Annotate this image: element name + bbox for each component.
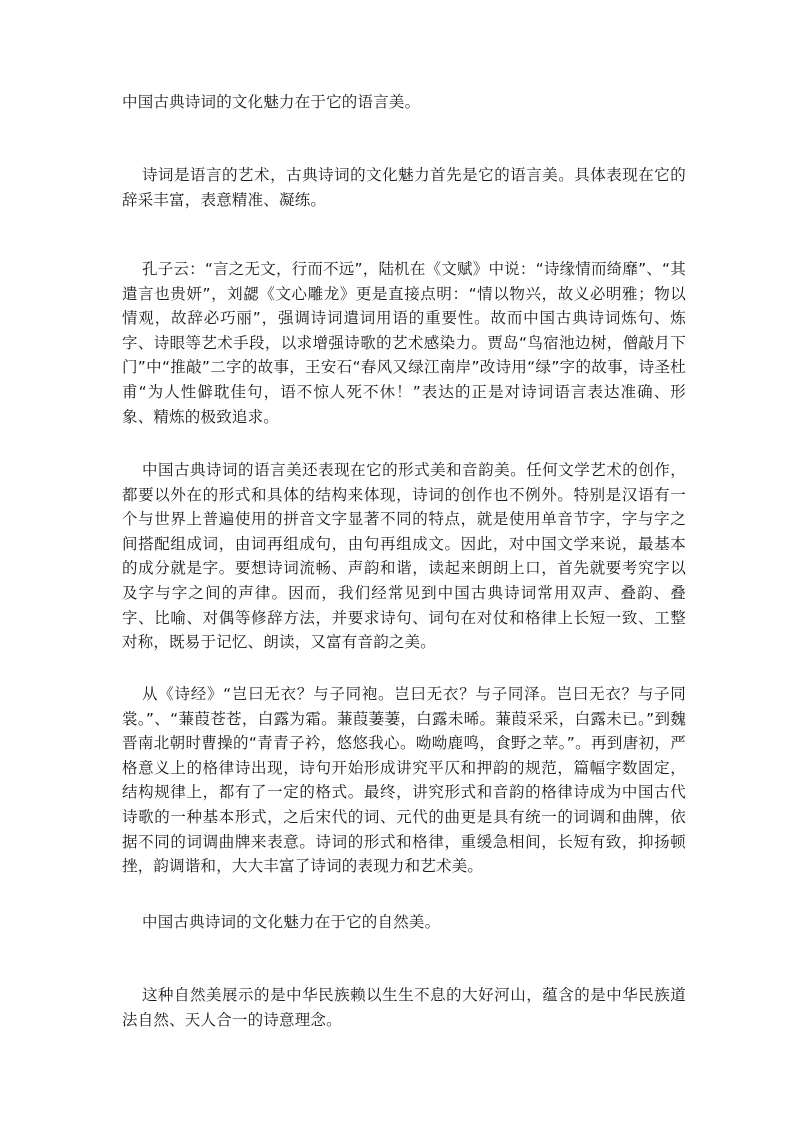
paragraph-confucius-quote: 孔子云：“言之无文，行而不远”，陆机在《文赋》中说：“诗缘情而绮靡”、“其遣言也贵妍”，刘勰《文心雕龙》更是直接点明：“情以物兴，故义必明雅；物以情观，故辞必巧丽”，强调诗词遣词用语的重要性。故而中国古典诗词炼句、炼字、诗眼等艺术手段，以求增强诗歌的艺术感染力。贾岛“鸟宿池边树，僧敲月下门”中“推敲”二字的故事，王安石“春风又绿江南岸”改诗用“绿”字的故事，诗圣杜甫“为人性僻耽佳句，语不惊人死不休！”表达的正是对诗词语言表达准确、形象、精炼的极致追求。 [122,260,686,426]
paragraph-form-and-rhyme: 中国古典诗词的语言美还表现在它的形式美和音韵美。任何文学艺术的创作，都要以外在的形式和具体的结构来体现，诗词的创作也不例外。特别是汉语有一个与世界上普遍使用的拼音文字显著不同的特点，就是使用单音节字，字与字之间搭配组成词，由词再组成句，由句再组成文。因此，对中国文学来说，最基本的成分就是字。要想诗词流畅、声韵和谐，读起来朗朗上口，首先就要考究字以及字与字之间的声律。因而，我们经常见到中国古典诗词常用双声、叠韵、叠字、比喻、对偶等修辞方法，并要求诗句、词句在对仗和格律上长短一致、工整对称，既易于记忆、朗读，又富有音韵之美。 [122,461,686,652]
paragraph-heading-language-beauty: 中国古典诗词的文化魅力在于它的语言美。 [122,93,421,111]
paragraph-language-art: 诗词是语言的艺术，古典诗词的文化魅力首先是它的语言美。具体表现在它的辞采丰富，表意精准、凝练。 [122,166,686,209]
paragraph-heading-natural-beauty: 中国古典诗词的文化魅力在于它的自然美。 [142,913,441,931]
paragraph-shijing-to-tang: 从《诗经》“岂曰无衣？与子同袍。岂曰无衣？与子同泽。岂曰无衣？与子同裳。”、“蒹葭苍苍，白露为霜。蒹葭萋萋，白露未晞。蒹葭采采，白露未已。”到魏晋南北朝时曹操的“青青子衿，悠悠我心。呦呦鹿鸣，食野之苹。”。再到唐初，严格意义上的格律诗出现，诗句开始形成讲究平仄和押韵的规范，篇幅字数固定，结构规律上，都有了一定的格式。最终，讲究形式和音韵的格律诗成为中国古代诗歌的一种基本形式，之后宋代的词、元代的曲更是具有统一的词调和曲牌，依据不同的词调曲牌来表意。诗词的形式和格律，重缓急相间，长短有致，抑扬顿挫，韵调谐和，大大丰富了诗词的表现力和艺术美。 [122,685,686,876]
paragraph-natural-beauty: 这种自然美展示的是中华民族赖以生生不息的大好河山，蕴含的是中华民族道法自然、天人合一的诗意理念。 [122,986,686,1029]
